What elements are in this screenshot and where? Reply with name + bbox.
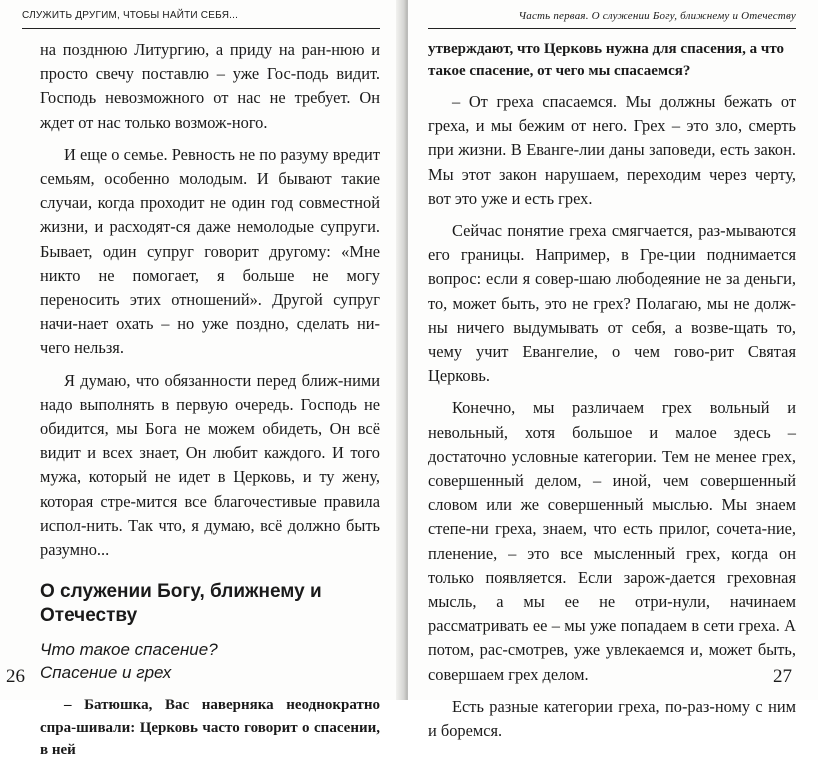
interview-question-start: – Батюшка, Вас наверняка неоднократно спра-шивали: Церковь часто говорит о спасении, в ней: [40, 697, 380, 759]
right-paragraph-1: – От греха спасаемся. Мы должны бежать от греха, и мы бежим от него. Грех – это зло, смерть при жизни. В Еванге-лии даны заповеди, есть закон. Мы этот закон нарушаем, переходим через черту, вот это уже и есть грех.: [428, 92, 796, 208]
header-rule-left: [22, 28, 380, 29]
subheading-salvation-and-sin: Спасение и грех: [40, 663, 172, 683]
right-paragraph-3: Конечно, мы различаем грех вольный и невольный, хотя большое и малое здесь – достаточно условные категории. Тем не менее грех, совершенный делом, – иной, чем совершенный словом или же совершенный мыслью. Мы знаем степе-ни греха, знаем, что есть прилог, сочета-ние, пленение, – это все мысленный грех, когда он только появляется. Если зарож-дается греховная мысль, а мы ее не отри-нули, начинаем рассматривать ее – мы уже попадаем в сети греха. А потом, рас-смотрев, уже увлекаемся и, может быть, совершаем грех делом.: [428, 398, 796, 684]
header-rule-right: [428, 28, 796, 29]
section-heading: О служении Богу, ближнему и Отечеству: [40, 581, 322, 627]
running-head-left: СЛУЖИТЬ ДРУГИМ, ЧТОБЫ НАЙТИ СЕБЯ...: [22, 10, 239, 21]
right-paragraph-2: Сейчас понятие греха смягчается, раз-мываются его границы. Например, в Гре-ции поднимается вопрос: если я совер-шаю любодеяние не за деньги, то, может быть, это не грех? Полагаю, мы не долж-ны ничего выдумывать от себя, а возве-щать то, чему учит Евангелие, о чем гово-рит Святая Церковь.: [428, 221, 796, 386]
left-paragraph-3: Я думаю, что обязанности перед ближ-ними надо выполнять в первую очередь. Господь не обидится, мы Бога не можем обидеть, Он всё видит и всех знает, Он любит каждого. И того мужа, который не идет в Церковь, и ту жену, которая стре-мится все благочестивые правила испол-нить. Так что, я думаю, всё должно быть разумно...: [40, 370, 380, 560]
left-paragraph-2: И еще о семье. Ревность не по разуму вредит семьям, особенно молодым. И бывают такие случаи, когда проходит не один год совместной жизни, и расходят-ся даже немолодые супруги. Бывает, один супруг говорит другому: «Мне никто не помогает, я больше не могу переносить этих отношений». Другой супруг начи-нает охать – но уже поздно, сделать ни-чего нельзя.: [40, 144, 380, 358]
interview-question-continued: утверждают, что Церковь нужна для спасения, а что такое спасение, от чего мы спасаемся?: [428, 41, 785, 79]
left-paragraph-1: на позднюю Литургию, а приду на ран-нюю и просто свечу поставлю – уже Гос-подь видит. Господь невозможного от нас не требует. Он ждет от нас только возмож-ного.: [40, 40, 380, 132]
right-page: [408, 0, 818, 741]
right-paragraph-4: Есть разные категории греха, по-раз-ному с ним и боремся.: [428, 696, 796, 741]
page-number-left: 26: [6, 666, 25, 687]
subheadings: [40, 638, 380, 684]
left-page: [0, 0, 404, 759]
left-page-text: [40, 38, 380, 762]
running-head-right: Часть первая. О служении Богу, ближнему и Отечеству: [518, 10, 796, 22]
page-number-right: 27: [773, 666, 792, 687]
right-page-text: [428, 38, 796, 743]
subheading-salvation: Что такое спасение?: [40, 640, 218, 660]
